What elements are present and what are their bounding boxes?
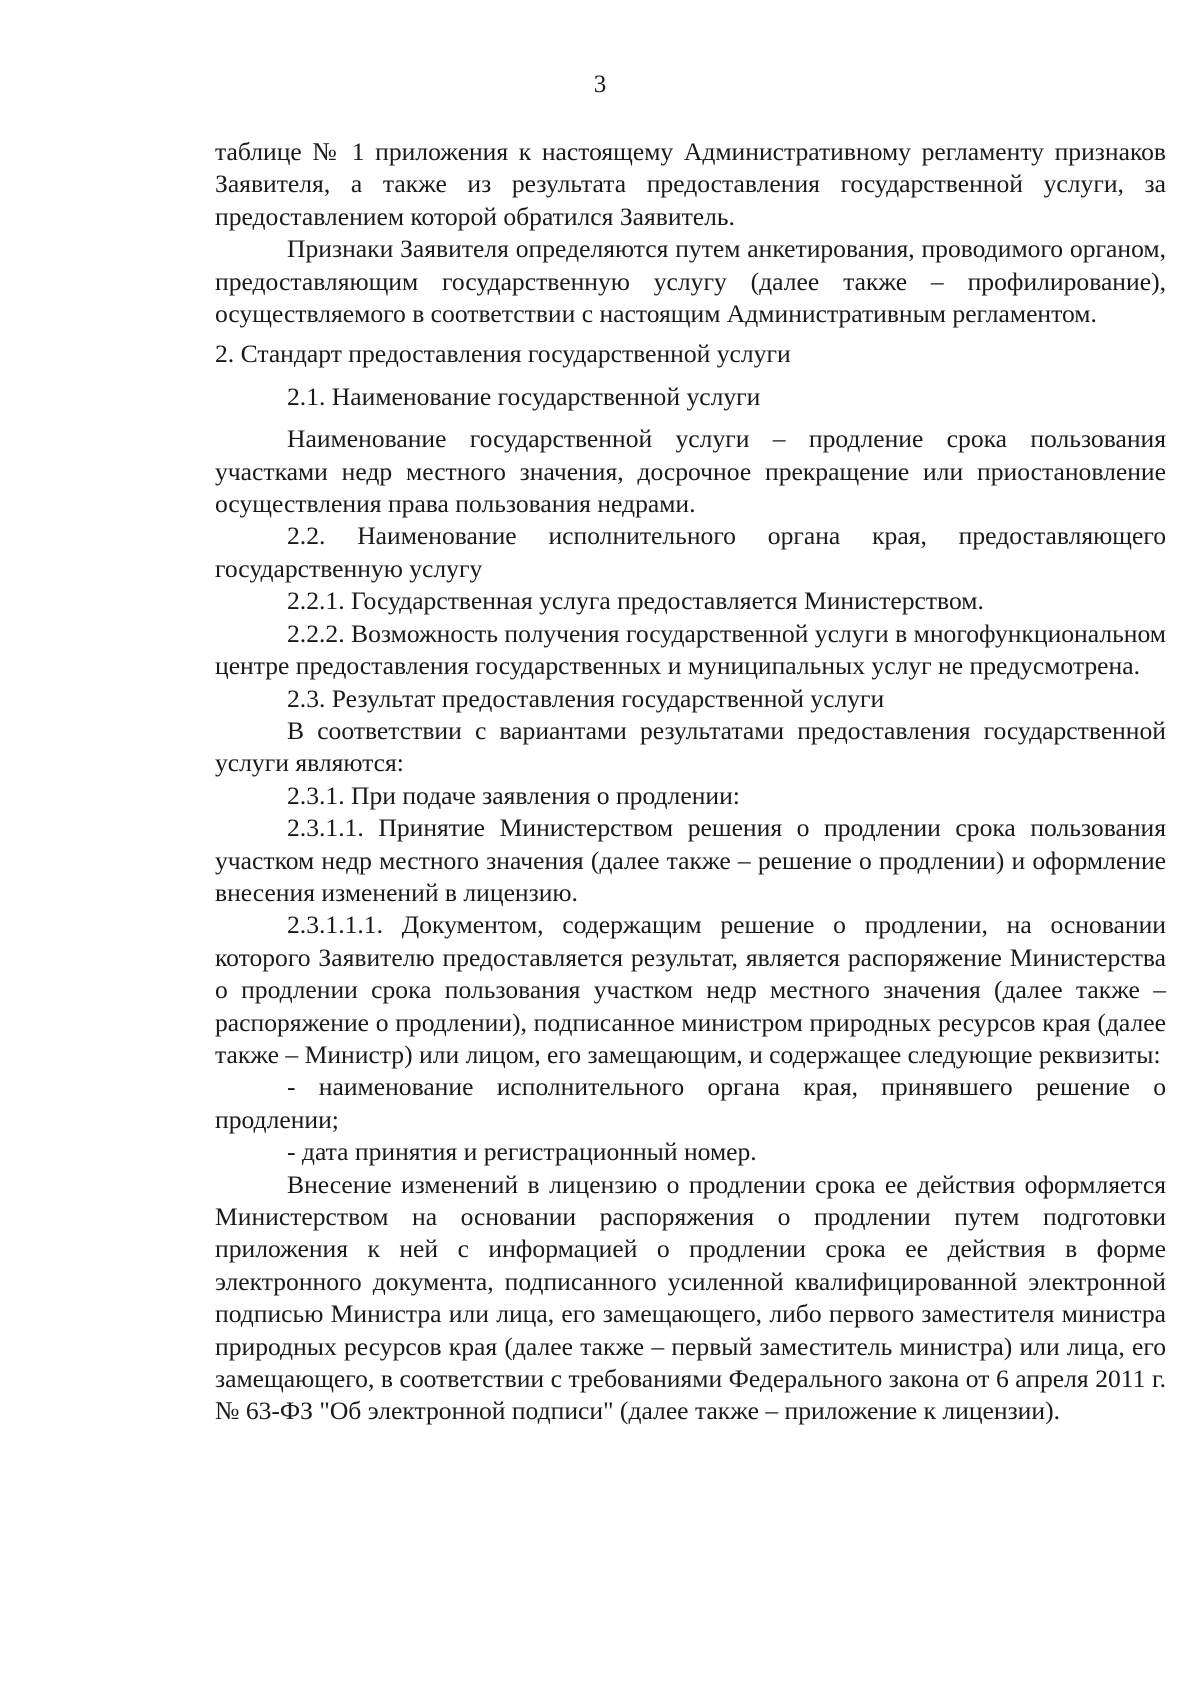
paragraph-2-3-1: 2.3.1. При подаче заявления о продлении:	[287, 780, 740, 810]
page-number: 3	[593, 71, 607, 98]
paragraph-license-changes: Внесение изменений в лицензию о продлении срока ее действия оформляется Министерством на основании распоряжения о продлении путем подготовки приложения к ней с информацией о продлении срока ее действия в форме электронного документа, подписанного усиленной квалифицированной электронной подписью Министра или лица, его замещающего, либо первого заместителя министра природных ресурсов края (далее также – первый заместитель министра) или лица, его замещающего, в соответствии с требованиями Федерального закона от 6 апреля 2011 г. № 63-ФЗ "Об электронной подписи" (далее также – приложение к лицензии).	[215, 1169, 1166, 1426]
paragraph-2-2-2: 2.2.2. Возможность получения государственной услуги в многофункциональном центре предоставления государственных и муниципальных услуг не предусмотрена.	[215, 618, 1166, 681]
paragraph-2-3-1-1: 2.3.1.1. Принятие Министерством решения о продлении срока пользования участком недр местного значения (далее также – решение о продлении) и оформление внесения изменений в лицензию.	[215, 813, 1166, 907]
paragraph-continuation: таблице № 1 приложения к настоящему Административному регламенту признаков Заявителя, а также из результата предоставления государственной услуги, за предоставлением которой обратился Заявитель.	[215, 137, 1166, 231]
section-heading: 2. Стандарт предоставления государственной услуги	[215, 339, 791, 369]
subsection-2-2-title: 2.2. Наименование исполнительного органа края, предоставляющего государственную услугу	[215, 521, 1166, 583]
subsection-2-3-title: 2.3. Результат предоставления государственной услуги	[287, 683, 885, 713]
list-item-requisite-date: - дата принятия и регистрационный номер.	[287, 1137, 757, 1167]
document-body	[215, 136, 1166, 1428]
paragraph-service-name: Наименование государственной услуги – продление срока пользования участками недр местного значения, досрочное прекращение или приостановление осуществления права пользования недрами.	[215, 424, 1166, 519]
paragraph-2-2-1: 2.2.1. Государственная услуга предоставляется Министерством.	[287, 586, 984, 616]
paragraph-2-3-1-1-1: 2.3.1.1.1. Документом, содержащим решение о продлении, на основании которого Заявителю предоставляется результат, является распоряжение Министерства о продлении срока пользования участком недр местного значения (далее также – распоряжение о продлении), подписанное министром природных ресурсов края (далее также – Министр) или лицом, его замещающим, и содержащее следующие реквизиты:	[215, 910, 1166, 1069]
paragraph-applicant-signs: Признаки Заявителя определяются путем анкетирования, проводимого органом, предоставляющим государственную услугу (далее также – профилирование), осуществляемого в соответствии с настоящим Административным регламентом.	[215, 234, 1166, 329]
subsection-2-1-title: 2.1. Наименование государственной услуги	[287, 381, 761, 411]
list-item-requisite-name: - наименование исполнительного органа края, принявшего решение о продлении;	[215, 1072, 1166, 1134]
paragraph-results-intro: В соответствии с вариантами результатами предоставления государственной услуги являются:	[215, 715, 1166, 778]
